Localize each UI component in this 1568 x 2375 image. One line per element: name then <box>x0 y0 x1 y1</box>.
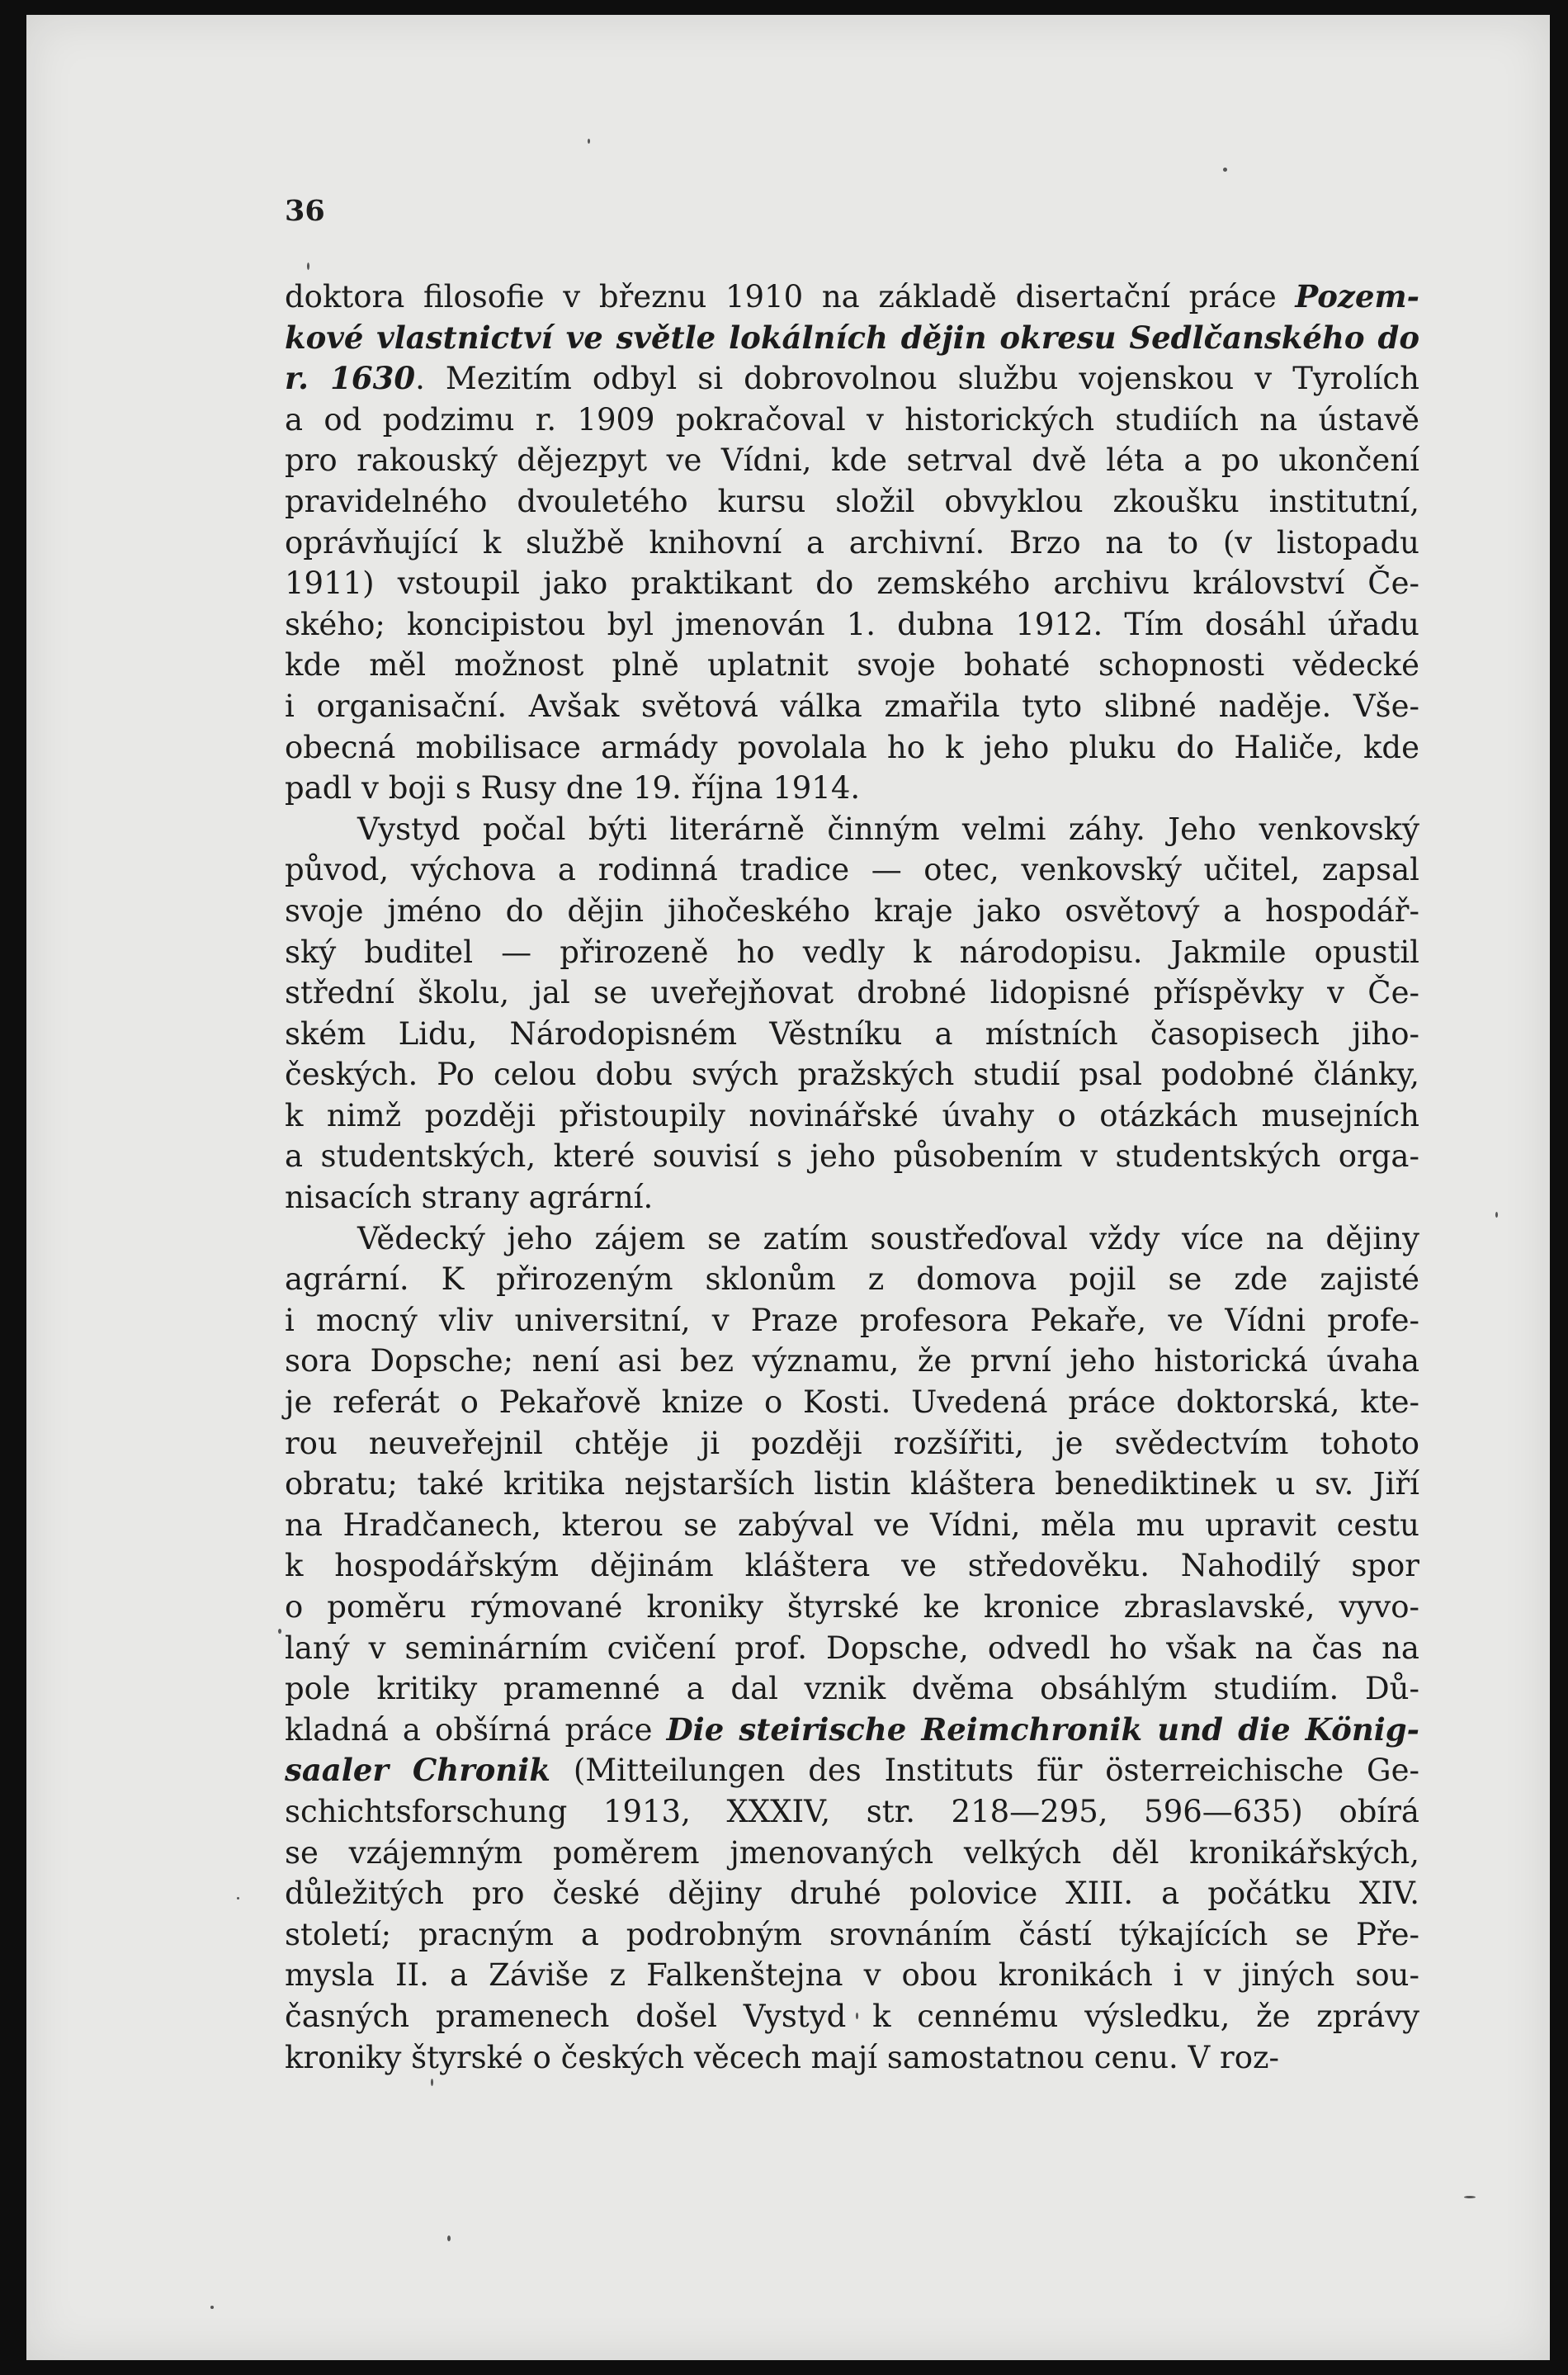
text-segment: mysla II. a Záviše z Falkenštejna v obou kronikách i v jiných sou- <box>285 1957 1419 1994</box>
text-line <box>285 849 1419 891</box>
text-line <box>285 1300 1419 1341</box>
text-segment: století; pracným a podrobným srovnáním částí týkajících se Pře- <box>285 1916 1419 1952</box>
text-line <box>285 400 1419 441</box>
text-line <box>285 932 1419 973</box>
body-text <box>285 277 1419 2078</box>
text-segment: schichtsforschung 1913, XXXIV, str. 218—295, 596—635) obírá <box>285 1793 1419 1829</box>
text-segment: agrární. K přirozeným sklonům z domova pojil se zde zajisté <box>285 1261 1419 1298</box>
text-line <box>285 440 1419 481</box>
text-segment: k hospodářským dějinám kláštera ve středověku. Nahodilý spor <box>285 1548 1419 1584</box>
text-segment: padl v boji s Rusy dne 19. října 1914. <box>285 770 861 807</box>
text-line <box>285 1095 1419 1137</box>
text-line <box>285 358 1419 400</box>
text-segment: i mocný vliv universitní, v Praze profesora Pekaře, ve Vídni profe- <box>285 1302 1419 1338</box>
text-line <box>285 563 1419 604</box>
text-segment: 1911) vstoupil jako praktikant do zemského archivu království Če- <box>285 565 1419 602</box>
scan-speck <box>431 2079 433 2086</box>
text-segment: je referát o Pekařově knize o Kosti. Uvedená práce doktorská, kte- <box>285 1384 1419 1421</box>
italic-segment: Die steirische Reimchronik und die König- <box>666 1710 1419 1748</box>
text-line <box>285 1914 1419 1956</box>
text-line <box>285 1873 1419 1914</box>
text-line <box>285 1054 1419 1095</box>
scan-speck <box>278 1629 281 1634</box>
text-line <box>285 1545 1419 1587</box>
scan-speck <box>588 139 590 144</box>
text-segment: na Hradčanech, kterou se zabýval ve Vídni, měla mu upravit cestu <box>285 1507 1419 1543</box>
text-line <box>285 1628 1419 1669</box>
text-segment: kroniky štyrské o českých věcech mají samostatnou cenu. V roz- <box>285 2039 1279 2075</box>
text-segment: ského; koncipistou byl jmenován 1. dubna 1912. Tím dosáhl úřadu <box>285 606 1419 642</box>
text-line <box>285 1464 1419 1505</box>
text-line <box>285 2037 1419 2079</box>
text-segment: k nimž později přistoupily novinářské úvahy o otázkách musejních <box>285 1097 1419 1133</box>
text-segment: sora Dopsche; není asi bez významu, že první jeho historická úvaha <box>285 1343 1419 1379</box>
text-segment: (Mitteilungen des Instituts für österreichische Ge- <box>550 1753 1419 1789</box>
text-line <box>285 768 1419 809</box>
text-segment: a studentských, které souvisí s jeho působením v studentských orga- <box>285 1138 1419 1175</box>
italic-segment: Pozem- <box>1295 278 1419 315</box>
text-segment: svoje jméno do dějin jihočeského kraje jako osvětový a hospodář- <box>285 892 1419 929</box>
text-line <box>285 1423 1419 1464</box>
scan-speck <box>210 2306 214 2309</box>
text-segment: laný v seminárním cvičení prof. Dopsche, odvedl ho však na čas na <box>285 1630 1419 1666</box>
text-line <box>285 481 1419 523</box>
text-line <box>285 891 1419 932</box>
text-segment: českých. Po celou dobu svých pražských studií psal podobné články, <box>285 1057 1419 1093</box>
text-line <box>285 1996 1419 2037</box>
text-segment: kde měl možnost plně uplatnit svoje bohaté schopnosti vědecké <box>285 647 1419 684</box>
text-segment: ském Lidu, Národopisném Věstníku a místních časopisech jiho- <box>285 1015 1419 1052</box>
text-segment: pro rakouský dějezpyt ve Vídni, kde setrval dvě léta a po ukončení <box>285 442 1419 479</box>
text-line <box>285 645 1419 686</box>
text-line <box>285 1668 1419 1710</box>
text-line <box>285 686 1419 727</box>
text-line <box>285 1014 1419 1055</box>
text-segment: střední školu, jal se uveřejňovat drobné lidopisné příspěvky v Če- <box>285 975 1419 1011</box>
text-segment: o poměru rýmované kroniky štyrské ke kronice zbraslavské, vyvo- <box>285 1589 1419 1625</box>
text-segment: . Mezitím odbyl si dobrovolnou službu vojenskou v Tyrolích <box>415 361 1419 397</box>
text-line <box>285 1136 1419 1177</box>
text-line <box>285 1710 1419 1751</box>
text-line <box>285 972 1419 1014</box>
text-segment: nisacích strany agrární. <box>285 1180 654 1216</box>
text-line <box>285 809 1419 850</box>
text-line <box>285 1382 1419 1423</box>
text-line <box>285 604 1419 646</box>
scan-speck <box>1464 2196 1476 2198</box>
text-segment: oprávňující k službě knihovní a archivní. Brzo na to (v listopadu <box>285 524 1419 561</box>
italic-segment: saaler Chronik <box>285 1752 550 1789</box>
scan-speck <box>447 2235 451 2241</box>
text-segment: a od podzimu r. 1909 pokračoval v historických studiích na ústavě <box>285 401 1419 438</box>
text-segment: pravidelného dvouletého kursu složil obvyklou zkoušku institutní, <box>285 483 1419 519</box>
text-segment: doktora filosofie v březnu 1910 na základě disertační práce <box>285 279 1296 315</box>
italic-segment: kové vlastnictví ve světle lokálních dějin okresu Sedlčanského do <box>285 319 1419 356</box>
text-line <box>285 1750 1419 1791</box>
text-line <box>285 1259 1419 1300</box>
text-line <box>285 523 1419 564</box>
text-line <box>285 1341 1419 1382</box>
text-segment: kladná a obšírná práce <box>285 1711 667 1748</box>
text-segment: časných pramenech došel Vystyd k cennému výsledku, že zprávy <box>285 1998 1419 2034</box>
text-segment: ský buditel — přirozeně ho vedly k národopisu. Jakmile opustil <box>285 934 1419 970</box>
italic-segment: r. 1630 <box>285 360 416 397</box>
scan-speck <box>307 263 309 270</box>
text-line <box>285 1218 1419 1260</box>
text-line <box>285 1955 1419 1996</box>
page-number: 36 <box>285 194 325 228</box>
text-segment: Vystyd počal býti literárně činným velmi záhy. Jeho venkovský <box>357 811 1419 847</box>
text-line <box>285 727 1419 769</box>
text-line <box>285 318 1419 359</box>
scan-speck <box>1495 1212 1498 1218</box>
scan-speck <box>1223 168 1227 172</box>
text-line <box>285 1587 1419 1628</box>
text-segment: původ, výchova a rodinná tradice — otec, venkovský učitel, zapsal <box>285 852 1419 888</box>
text-line <box>285 1505 1419 1546</box>
text-line <box>285 277 1419 318</box>
text-segment: pole kritiky pramenné a dal vznik dvěma obsáhlým studiím. Dů- <box>285 1671 1419 1707</box>
text-segment: i organisační. Avšak světová válka zmařila tyto slibné naděje. Vše- <box>285 688 1419 724</box>
text-segment: se vzájemným poměrem jmenovaných velkých děl kronikářských, <box>285 1834 1419 1871</box>
text-line <box>285 1177 1419 1218</box>
text-segment: obratu; také kritika nejstarších listin kláštera benediktinek u sv. Jiří <box>285 1466 1419 1502</box>
text-line <box>285 1833 1419 1874</box>
text-segment: Vědecký jeho zájem se zatím soustřeďoval vždy více na dějiny <box>357 1220 1419 1256</box>
text-segment: rou neuveřejnil chtěje ji později rozšířiti, je svědectvím tohoto <box>285 1425 1419 1461</box>
text-segment: obecná mobilisace armády povolala ho k jeho pluku do Haliče, kde <box>285 729 1419 765</box>
text-line <box>285 1791 1419 1833</box>
scan-speck <box>237 1897 239 1900</box>
text-segment: důležitých pro české dějiny druhé polovice XIII. a počátku XIV. <box>285 1876 1419 1912</box>
